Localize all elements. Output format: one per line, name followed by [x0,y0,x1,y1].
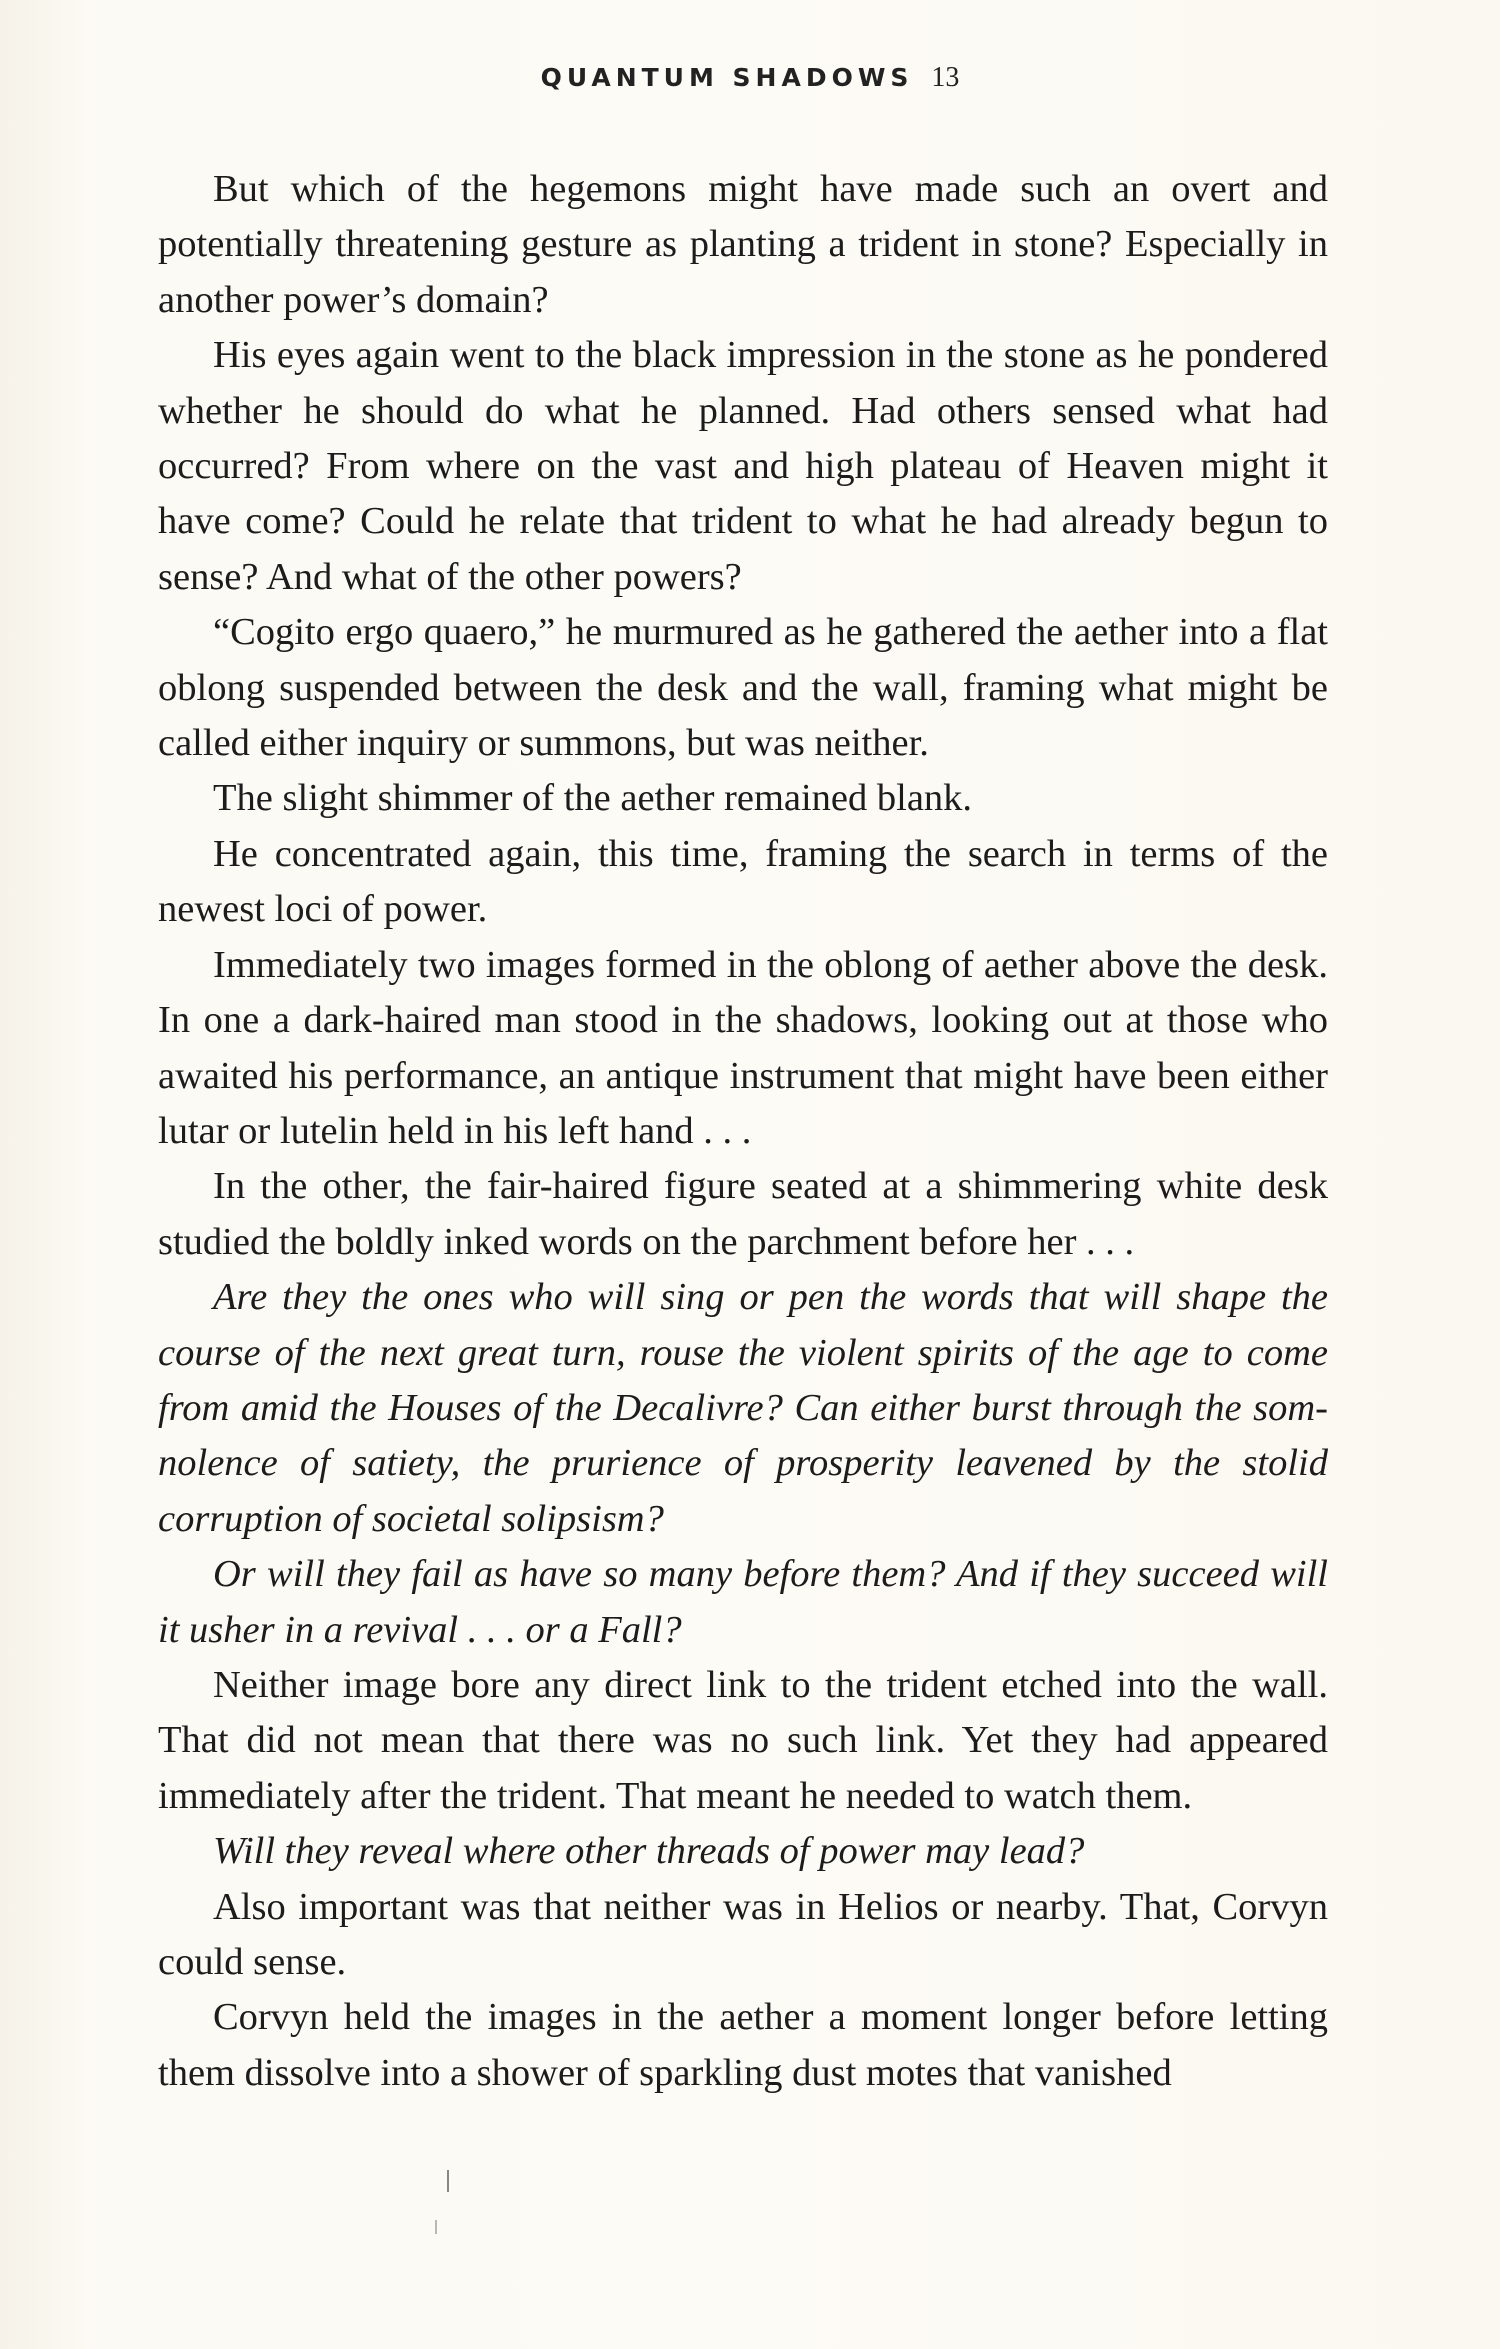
paragraph: His eyes again went to the black impression in the stone as he pondered whether he should do what he planned. Had others sensed what had occurred? From where on the vast and high plateau of Heaven might it have come? Could he relate that trident to what he had already begun to sense? And what of the other powers? [158,334,1328,598]
paragraph: But which of the hegemons might have made such an overt and potentially threatening gesture as planting a trident in stone? Especially in another power’s domain? [158,168,1328,321]
paragraph: Corvyn held the images in the aether a moment longer before letting them dissolve into a shower of sparkling dust motes that vanished [158,1996,1328,2094]
italic-paragraph: Or will they fail as have so many before them? And if they succeed will it usher in a revival . . . or a Fall? [158,1553,1328,1651]
paragraph: “Cogito ergo quaero,” he murmured as he gathered the aether into a flat oblong suspended between the desk and the wall, framing what might be called either inquiry or summons, but was neither. [158,611,1328,765]
page-number: 13 [931,62,960,93]
paragraph: Immediately two images formed in the oblong of aether above the desk. In one a dark-haired man stood in the shadows, looking out at those who awaited his performance, an antique instrument that might have been either lutar or lutelin held in his left hand . . . [158,943,1328,1152]
paragraph: Also important was that neither was in Helios or nearby. That, Corvyn could sense. [158,1885,1328,1983]
italic-paragraph: Are they the ones who will sing or pen the words that will shape the course of the next great turn, rouse the violent spirits of the age to come from amid the Houses of the Decalivre? Can either burst through the somnolence of satiety, the prurience of prosperity leavened by the stolid corruption of societal solipsism? [158,1276,1328,1540]
paragraph: In the other, the fair-haired figure seated at a shimmering white desk studied the boldly inked words on the parchment before her . . . [158,1165,1328,1263]
paragraph: He concentrated again, this time, framing the search in terms of the newest loci of power. [158,832,1328,931]
paragraph: Neither image bore any direct link to the trident etched into the wall. That did not mean that there was no such link. Yet they had appeared immediately after the trident. That meant he needed to watch them. [158,1663,1328,1817]
italic-paragraph: Will they reveal where other threads of power may lead? [213,1830,1085,1873]
scan-mark [447,2170,449,2192]
body-text [158,162,1328,2101]
scan-mark [435,2220,437,2234]
running-head-title: QUANTUM SHADOWS [540,63,914,92]
running-head [0,62,1500,94]
paragraph: The slight shimmer of the aether remained blank. [213,777,973,820]
